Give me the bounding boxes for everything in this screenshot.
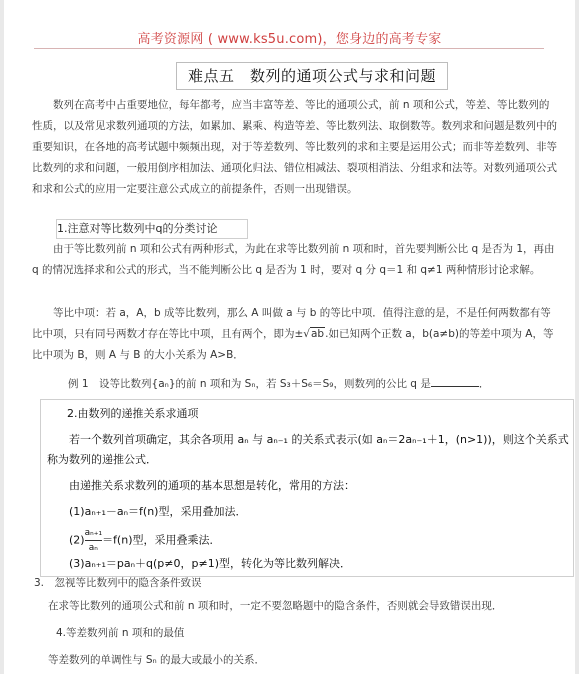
- sqrt-radicand: ab: [311, 328, 325, 340]
- fraction-denominator: aₙ: [88, 543, 98, 553]
- answer-blank[interactable]: [431, 374, 479, 387]
- section-4-title: 4.等差数列前 n 项和的最值: [56, 627, 185, 639]
- geometric-mean-text-a: 等比中项：若 a，A，b 成等比数列，那么 A 叫做 a 与 b 的等比中项．值得注意的是，不是任何两数都有等比中项，只有同号两数才存在等比中项，且有两个，即为±: [32, 307, 551, 340]
- section-2-method-intro: 由递推关系求数列的通项的基本思想是转化，常用的方法：: [69, 479, 355, 492]
- header-divider: [34, 48, 544, 49]
- sqrt-symbol: √: [303, 328, 310, 340]
- section-4-body: 等差数列的单调性与 Sₙ 的最大或最小的关系．: [48, 654, 266, 666]
- fraction-numerator: aₙ₊₁: [85, 526, 102, 541]
- site-header: 高考资源网 ( www.ks5u.com)，您身边的高考专家: [137, 32, 442, 47]
- section-2-body: 若一个数列首项确定，其余各项用 aₙ 与 aₙ₋₁ 的关系式表示(如 aₙ＝2aₙ₋₁＋1，(n>1))，则这个关系式称为数列的递推公式．: [47, 433, 569, 466]
- section-2-title: 2.由数列的递推关系求通项: [67, 407, 199, 420]
- method-2-fraction: [85, 526, 102, 555]
- page-title: 难点五 数列的通项公式与求和问题: [176, 62, 448, 90]
- section-1-body: 由于等比数列前 n 项和公式有两种形式，为此在求等比数列前 n 项和时，首先要判断公比 q 是否为 1，再由 q 的情况选择求和公式的形式，当不能判断公比 q 是否为 1 时，要对 q 分 q＝1 和 q≠1 两种情形讨论求解。: [32, 243, 555, 276]
- intro-paragraph: 数列在高考中占重要地位，每年都考，应当丰富等差、等比的通项公式，前 n 项和公式，等差、等比数列的性质，以及常见求数列通项的方法，如累加、累乘、构造等差、等比数列法、取倒数等。数列求和问题是数列中的重要知识，在各地的高考试题中频频出现，对于等差数列、等比数列的求和主要是运用公式；而非等差数列、非等比数列的求和问题，一般用倒序相加法、通项化归法、错位相减法、裂项相消法、分组求和法等。对数列通项公式和求和公式的应用一定要注意公式成立的前提条件，否则一出现错误。: [32, 99, 557, 195]
- section-2-box: [40, 399, 574, 577]
- example-1-question: 例 1 设等比数列{aₙ}的前 n 项和为 Sₙ，若 S₃＋S₆＝S₉，则数列的公比 q 是: [68, 378, 431, 390]
- method-2-tail: ＝f(n)型，采用叠乘法．: [102, 533, 221, 547]
- section-3-body: 在求等比数列的通项公式和前 n 项和时，一定不要忽略题中的隐含条件，否则就会导致错误出现．: [48, 600, 503, 612]
- section-3-title: 3. 忽视等比数列中的隐含条件致误: [34, 577, 202, 589]
- document-page: [4, 0, 575, 674]
- example-1-end: ．: [478, 378, 490, 390]
- example-1: [68, 374, 558, 395]
- method-2-prefix: (2): [69, 533, 85, 547]
- geometric-mean-text-b: .如已知两个正数 a，b(a≠b)的等差中项为 A，等比中项为 B，则 A 与 B 的大小关系为 A>B．: [32, 328, 554, 361]
- method-3: (3)aₙ₊₁＝paₙ＋q(p≠0，p≠1)型，转化为等比数列解决．: [69, 557, 351, 570]
- geometric-mean-paragraph: [32, 303, 558, 366]
- method-2: [69, 526, 221, 555]
- method-1: (1)aₙ₊₁－aₙ＝f(n)型，采用叠加法．: [69, 505, 247, 518]
- section-1-title: 1.注意对等比数列中q的分类讨论: [56, 219, 248, 239]
